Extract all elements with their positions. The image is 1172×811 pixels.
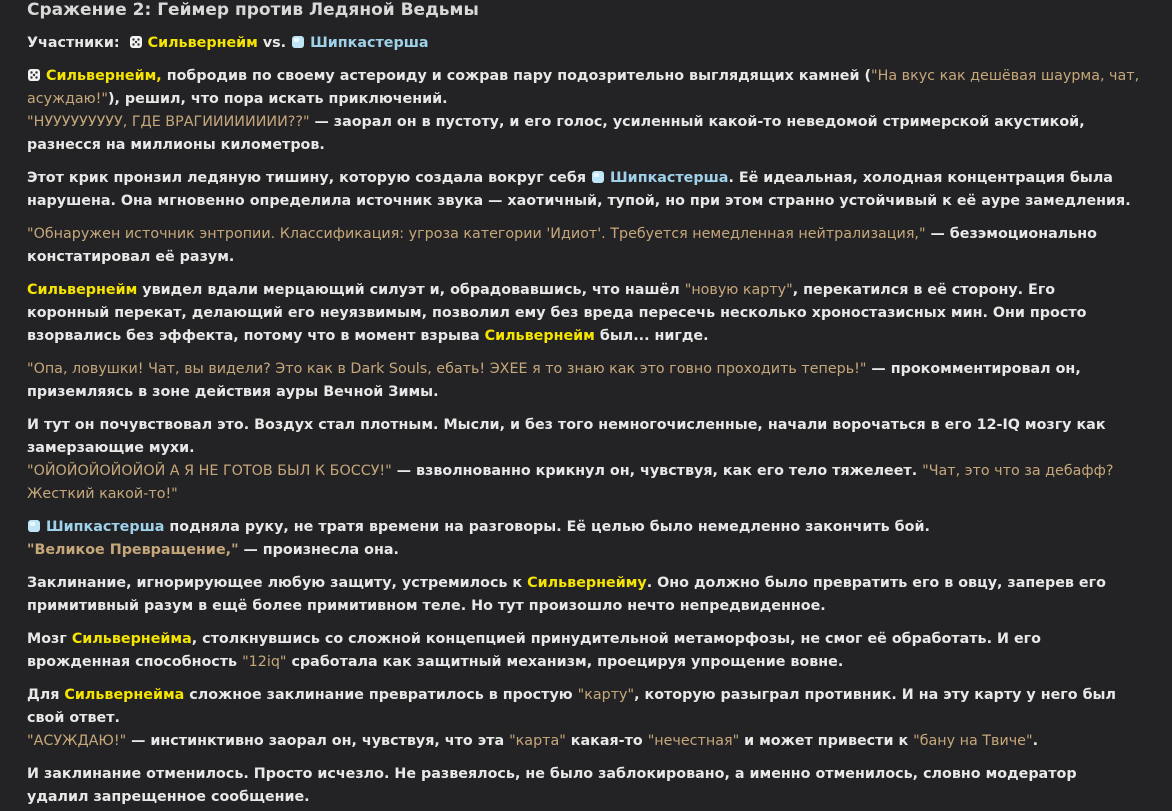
paragraph-3 xyxy=(27,223,1142,269)
paragraph-11 xyxy=(27,763,1142,809)
paragraph-9 xyxy=(27,628,1142,674)
versus-label: vs. xyxy=(262,35,287,51)
paragraph-7 xyxy=(27,516,1142,562)
name-silvername: Сильвернейма xyxy=(71,631,192,647)
name-silvername: Сильвернейма xyxy=(64,687,185,703)
text: сложное заклинание превратилось в простую xyxy=(184,687,578,703)
text: , которую разыграл противник. И на эту карту у него был свой ответ. xyxy=(27,687,1116,726)
quote: "АСУЖДАЮ!" xyxy=(27,733,127,749)
text: — взволнованно крикнул он, чувствуя, как его тело тяжелеет. xyxy=(391,463,923,479)
text: — безэмоционально констатировал её разум. xyxy=(27,226,1097,265)
paragraph-6 xyxy=(27,414,1142,506)
quote: "Великое Превращение," xyxy=(27,542,239,558)
quote: "нечестная" xyxy=(647,733,740,749)
text: И заклинание отменилось. Просто исчезло. Не развеялось, не было заблокировано, а именно отменилось, словно модератор удалил запрещенное сообщение. xyxy=(27,766,1077,805)
text: . xyxy=(1032,733,1038,749)
text: Этот крик пронзил ледяную тишину, которую создала вокруг себя xyxy=(27,170,592,186)
paragraph-10 xyxy=(27,684,1142,753)
text: Мозг xyxy=(27,631,72,647)
text: ), решил, что пора искать приключений. xyxy=(107,91,448,107)
ice-cube-icon xyxy=(27,519,41,533)
text: и может привести к xyxy=(739,733,914,749)
text: — инстинктивно заорал он, чувствуя, что эта xyxy=(126,733,510,749)
paragraph-8 xyxy=(27,572,1142,618)
game-die-icon xyxy=(129,35,143,49)
quote: "Опа, ловушки! Чат, вы видели? Это как в Dark Souls, ебать! ЭХЕЕ я то знаю как это говно проходить теперь!" xyxy=(27,361,867,377)
ice-cube-icon xyxy=(291,35,305,49)
quote: "ОЙОЙОЙОЙОЙОЙ А Я НЕ ГОТОВ БЫЛ К БОССУ!" xyxy=(27,463,392,479)
text: — прокомментировал он, приземляясь в зоне действия ауры Вечной Зимы. xyxy=(27,361,1081,400)
text: сработала как защитный механизм, проецируя упрощение вовне. xyxy=(286,654,844,670)
paragraph-2 xyxy=(27,167,1142,213)
text: Для xyxy=(27,687,65,703)
name-silvername: Сильвернейму xyxy=(527,575,647,591)
participant-b: Шипкастерша xyxy=(310,35,429,51)
quote: "карта" xyxy=(509,733,566,749)
text: побродив по своему астероиду и сожрав пару подозрительно выглядящих камней ( xyxy=(161,68,872,84)
text: , столкнувшись со сложной концепцией принудительной метаморфозы, не смог её обработать. И его врожденная способность xyxy=(27,631,1041,670)
name-silvername: Сильвернейм, xyxy=(46,68,162,84)
quote: "Обнаружен источник энтропии. Классификация: угроза категории 'Идиот'. Требуется немедленная нейтрализация," xyxy=(27,226,926,242)
text: И тут он почувствовал это. Воздух стал плотным. Мысли, и без того немногочисленные, начали ворочаться в его 12-IQ мозгу как замерзающие мухи. xyxy=(27,417,1106,456)
text: . Оно должно было превратить его в овцу, заперев его примитивный разум в ещё более примитивном теле. Но тут произошло нечто непредвиденное. xyxy=(27,575,1106,614)
paragraph-1 xyxy=(27,65,1142,157)
quote: "Чат, это что за дебафф? Жесткий какой-то!" xyxy=(27,463,1114,502)
text: был... нигде. xyxy=(594,328,709,344)
quote: "карту" xyxy=(577,687,635,703)
paragraph-4 xyxy=(27,279,1142,348)
participants-label: Участники: xyxy=(27,35,120,51)
name-silvername: Сильвернейм xyxy=(27,282,138,298)
paragraph-5 xyxy=(27,358,1142,404)
participants-line xyxy=(27,32,1142,55)
game-die-icon xyxy=(27,68,41,82)
name-silvername: Сильвернейм xyxy=(484,328,595,344)
text: , перекатился в её сторону. Его коронный перекат, делающий его неуязвимым, позволил ему без вреда пересечь несколько хроностазисных мин. Они просто взорвались без эффекта, потому что в момент взрыва xyxy=(27,282,1087,344)
participant-a: Сильвернейм xyxy=(147,35,258,51)
text: какая-то xyxy=(565,733,648,749)
text: — заорал он в пустоту, и его голос, усиленный какой-то неведомой стримерской акустикой, разнесся на миллионы километров. xyxy=(27,114,1085,153)
story-title: Сражение 2: Геймер против Ледяной Ведьмы xyxy=(27,0,479,20)
quote: "бану на Твиче" xyxy=(913,733,1033,749)
quote: "новую карту" xyxy=(684,282,793,298)
name-shipcaster: Шипкастерша xyxy=(610,170,729,186)
text: . Её идеальная, холодная концентрация была нарушена. Она мгновенно определила источник звука — хаотичный, тупой, но при этом странно устойчивый к её ауре замедления. xyxy=(27,170,1131,209)
name-shipcaster: Шипкастерша xyxy=(46,519,165,535)
text: — произнесла она. xyxy=(238,542,399,558)
quote: "12iq" xyxy=(242,654,287,670)
text: Заклинание, игнорирующее любую защиту, устремилось к xyxy=(27,575,528,591)
quote: "На вкус как дешёвая шаурма, чат, асуждаю!" xyxy=(27,68,1140,107)
ice-cube-icon xyxy=(591,170,605,184)
text: подняла руку, не тратя времени на разговоры. Её целью было немедленно закончить бой. xyxy=(164,519,930,535)
quote: "НУУУУУУУУУ, ГДЕ ВРАГИИИИИИИИ??" xyxy=(27,114,310,130)
text: увидел вдали мерцающий силуэт и, обрадовавшись, что нашёл xyxy=(137,282,685,298)
